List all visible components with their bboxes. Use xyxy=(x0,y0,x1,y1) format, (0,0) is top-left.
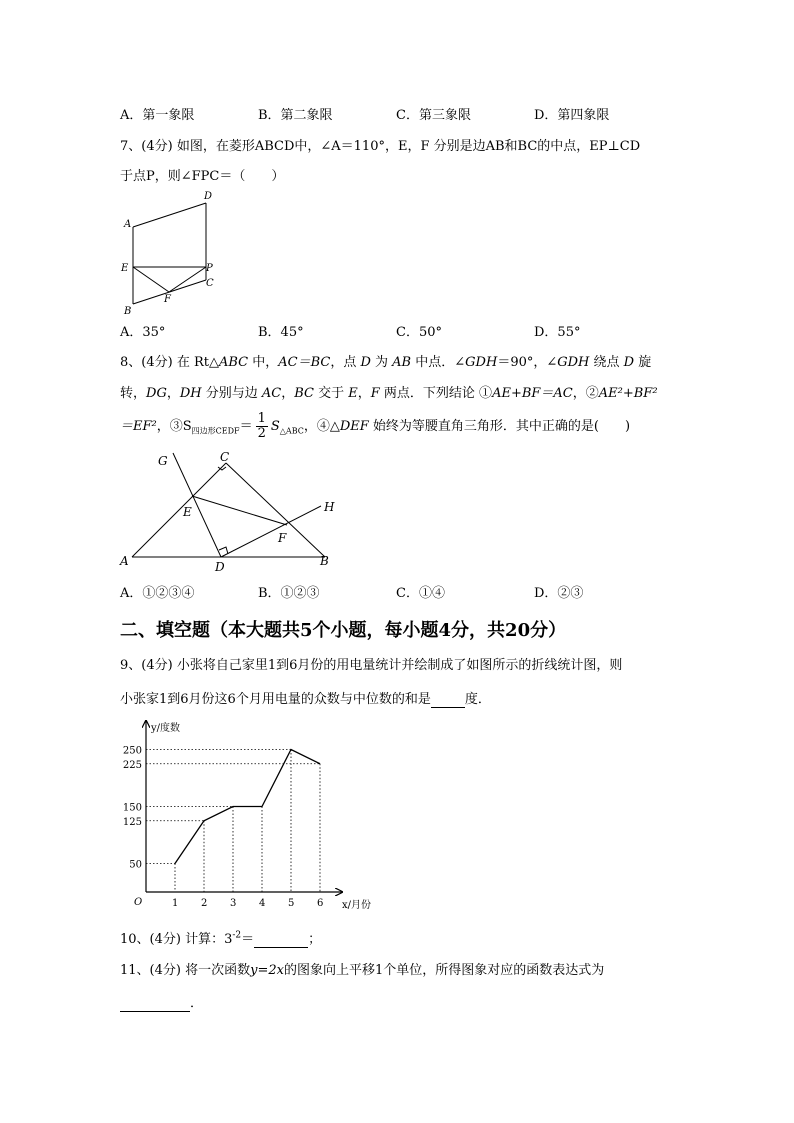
segment-ef xyxy=(192,496,287,525)
q7-text-line1: 7、(4分) 如图，在菱形ABCD中，∠A＝110°，E，F 分别是边AB和BC的中点，EP⊥CD xyxy=(120,139,641,154)
label-d: D xyxy=(204,191,213,202)
q8-text-line1: 8、(4分) 在 Rt△ABC 中，AC＝BC，点 D 为 AB 中点．∠GDH＝90°，∠GDH 绕点 D 旋 xyxy=(120,355,652,370)
q8-option-c: C．①④ xyxy=(396,586,445,601)
y-tick-label: 150 xyxy=(122,802,142,814)
q7-option-b: B．45° xyxy=(258,325,304,340)
x-tick-label: 6 xyxy=(317,898,324,909)
x-tick-label: 2 xyxy=(201,898,208,909)
ray-dh xyxy=(221,506,321,557)
y-tick-label: 50 xyxy=(129,859,142,871)
q8-option-d: D．②③ xyxy=(534,586,584,601)
q8-option-a: A．①②③④ xyxy=(120,586,195,601)
segment-fp xyxy=(169,267,206,292)
segment-ef xyxy=(133,267,169,292)
q7-option-a: A．35° xyxy=(120,325,166,340)
answer-blank-q11[interactable] xyxy=(120,996,190,1012)
q9-text-line1: 9、(4分) 小张将自己家里1到6月份的用电量统计并绘制成了如图所示的折线统计图，则 xyxy=(120,658,623,673)
answer-blank-q9[interactable] xyxy=(431,692,465,708)
q10-text: 10、(4分) 计算：$3^{-2}=$ ； xyxy=(120,930,322,947)
label-b: B xyxy=(124,306,132,316)
x-tick-label: 3 xyxy=(230,898,237,909)
y-axis-label: y/度数 xyxy=(151,723,181,734)
label-h: H xyxy=(324,500,335,514)
q7-rhombus-figure xyxy=(115,188,225,316)
q6-option-b: B．第二象限 xyxy=(258,108,333,123)
label-d: D xyxy=(215,560,225,574)
section-title: 二、填空题（本大题共5个小题，每小题4分，共20分） xyxy=(120,620,567,641)
x-tick-label: 5 xyxy=(288,898,295,909)
q7-option-d: D．55° xyxy=(534,325,581,340)
q7-text-line2: 于点P，则∠FPC＝（ ） xyxy=(120,169,285,184)
q8-text-line3: ＝EF²，$③S_{四边形CEDF}=$ $\frac{1}{2}$ $S_{\triangle ABC}$，④△DEF 始终为等腰直角三角形．其中正确的是( ) xyxy=(120,411,631,441)
electricity-line-chart xyxy=(120,715,390,915)
edge-bc xyxy=(226,463,325,557)
label-a: A xyxy=(124,219,132,230)
right-angle-d xyxy=(219,547,228,554)
label-e: E xyxy=(121,263,129,274)
q8-triangle-figure xyxy=(115,446,345,576)
x-tick-label: 1 xyxy=(172,898,179,909)
series-line xyxy=(175,750,320,864)
answer-blank-q10[interactable] xyxy=(254,932,308,948)
fraction-one-half: $\frac{1}{2}$ xyxy=(257,411,266,441)
label-e: E xyxy=(183,505,192,519)
label-c: C xyxy=(206,278,214,289)
label-f: F xyxy=(278,531,287,545)
q6-option-c: C．第三象限 xyxy=(396,108,471,123)
label-c: C xyxy=(220,450,230,464)
y-tick-label: 125 xyxy=(122,816,142,828)
q8-option-b: B．①②③ xyxy=(258,586,320,601)
q6-option-d: D．第四象限 xyxy=(534,108,610,123)
label-b: B xyxy=(320,554,329,568)
x-tick-label: 4 xyxy=(259,898,266,909)
label-a: A xyxy=(120,554,129,568)
ray-dg xyxy=(173,453,221,557)
label-p: P xyxy=(206,263,213,274)
edge-ac xyxy=(132,463,226,557)
q11-text-line2: ． xyxy=(120,992,203,1012)
q8-text-line2: 转，DG，DH 分别与边 AC，BC 交于 E，F 两点．下列结论 ①AE+BF＝AC，②AE²+BF² xyxy=(120,386,658,401)
label-f: F xyxy=(164,294,171,305)
q11-text-line1: 11、(4分) 将一次函数y=2x的图象向上平移1个单位，所得图象对应的函数表达式为 xyxy=(120,963,605,978)
y-tick-label: 250 xyxy=(122,745,142,757)
q7-option-c: C．50° xyxy=(396,325,442,340)
edge-ad xyxy=(133,203,206,227)
origin-label: O xyxy=(134,897,143,908)
label-g: G xyxy=(158,454,168,468)
x-axis-label: x/月份 xyxy=(342,900,372,911)
q9-text-line2: 小张家1到6月份这6个月用电量的众数与中位数的和是 度． xyxy=(120,692,491,707)
q6-option-a: A．第一象限 xyxy=(120,108,195,123)
y-tick-label: 225 xyxy=(122,759,142,771)
